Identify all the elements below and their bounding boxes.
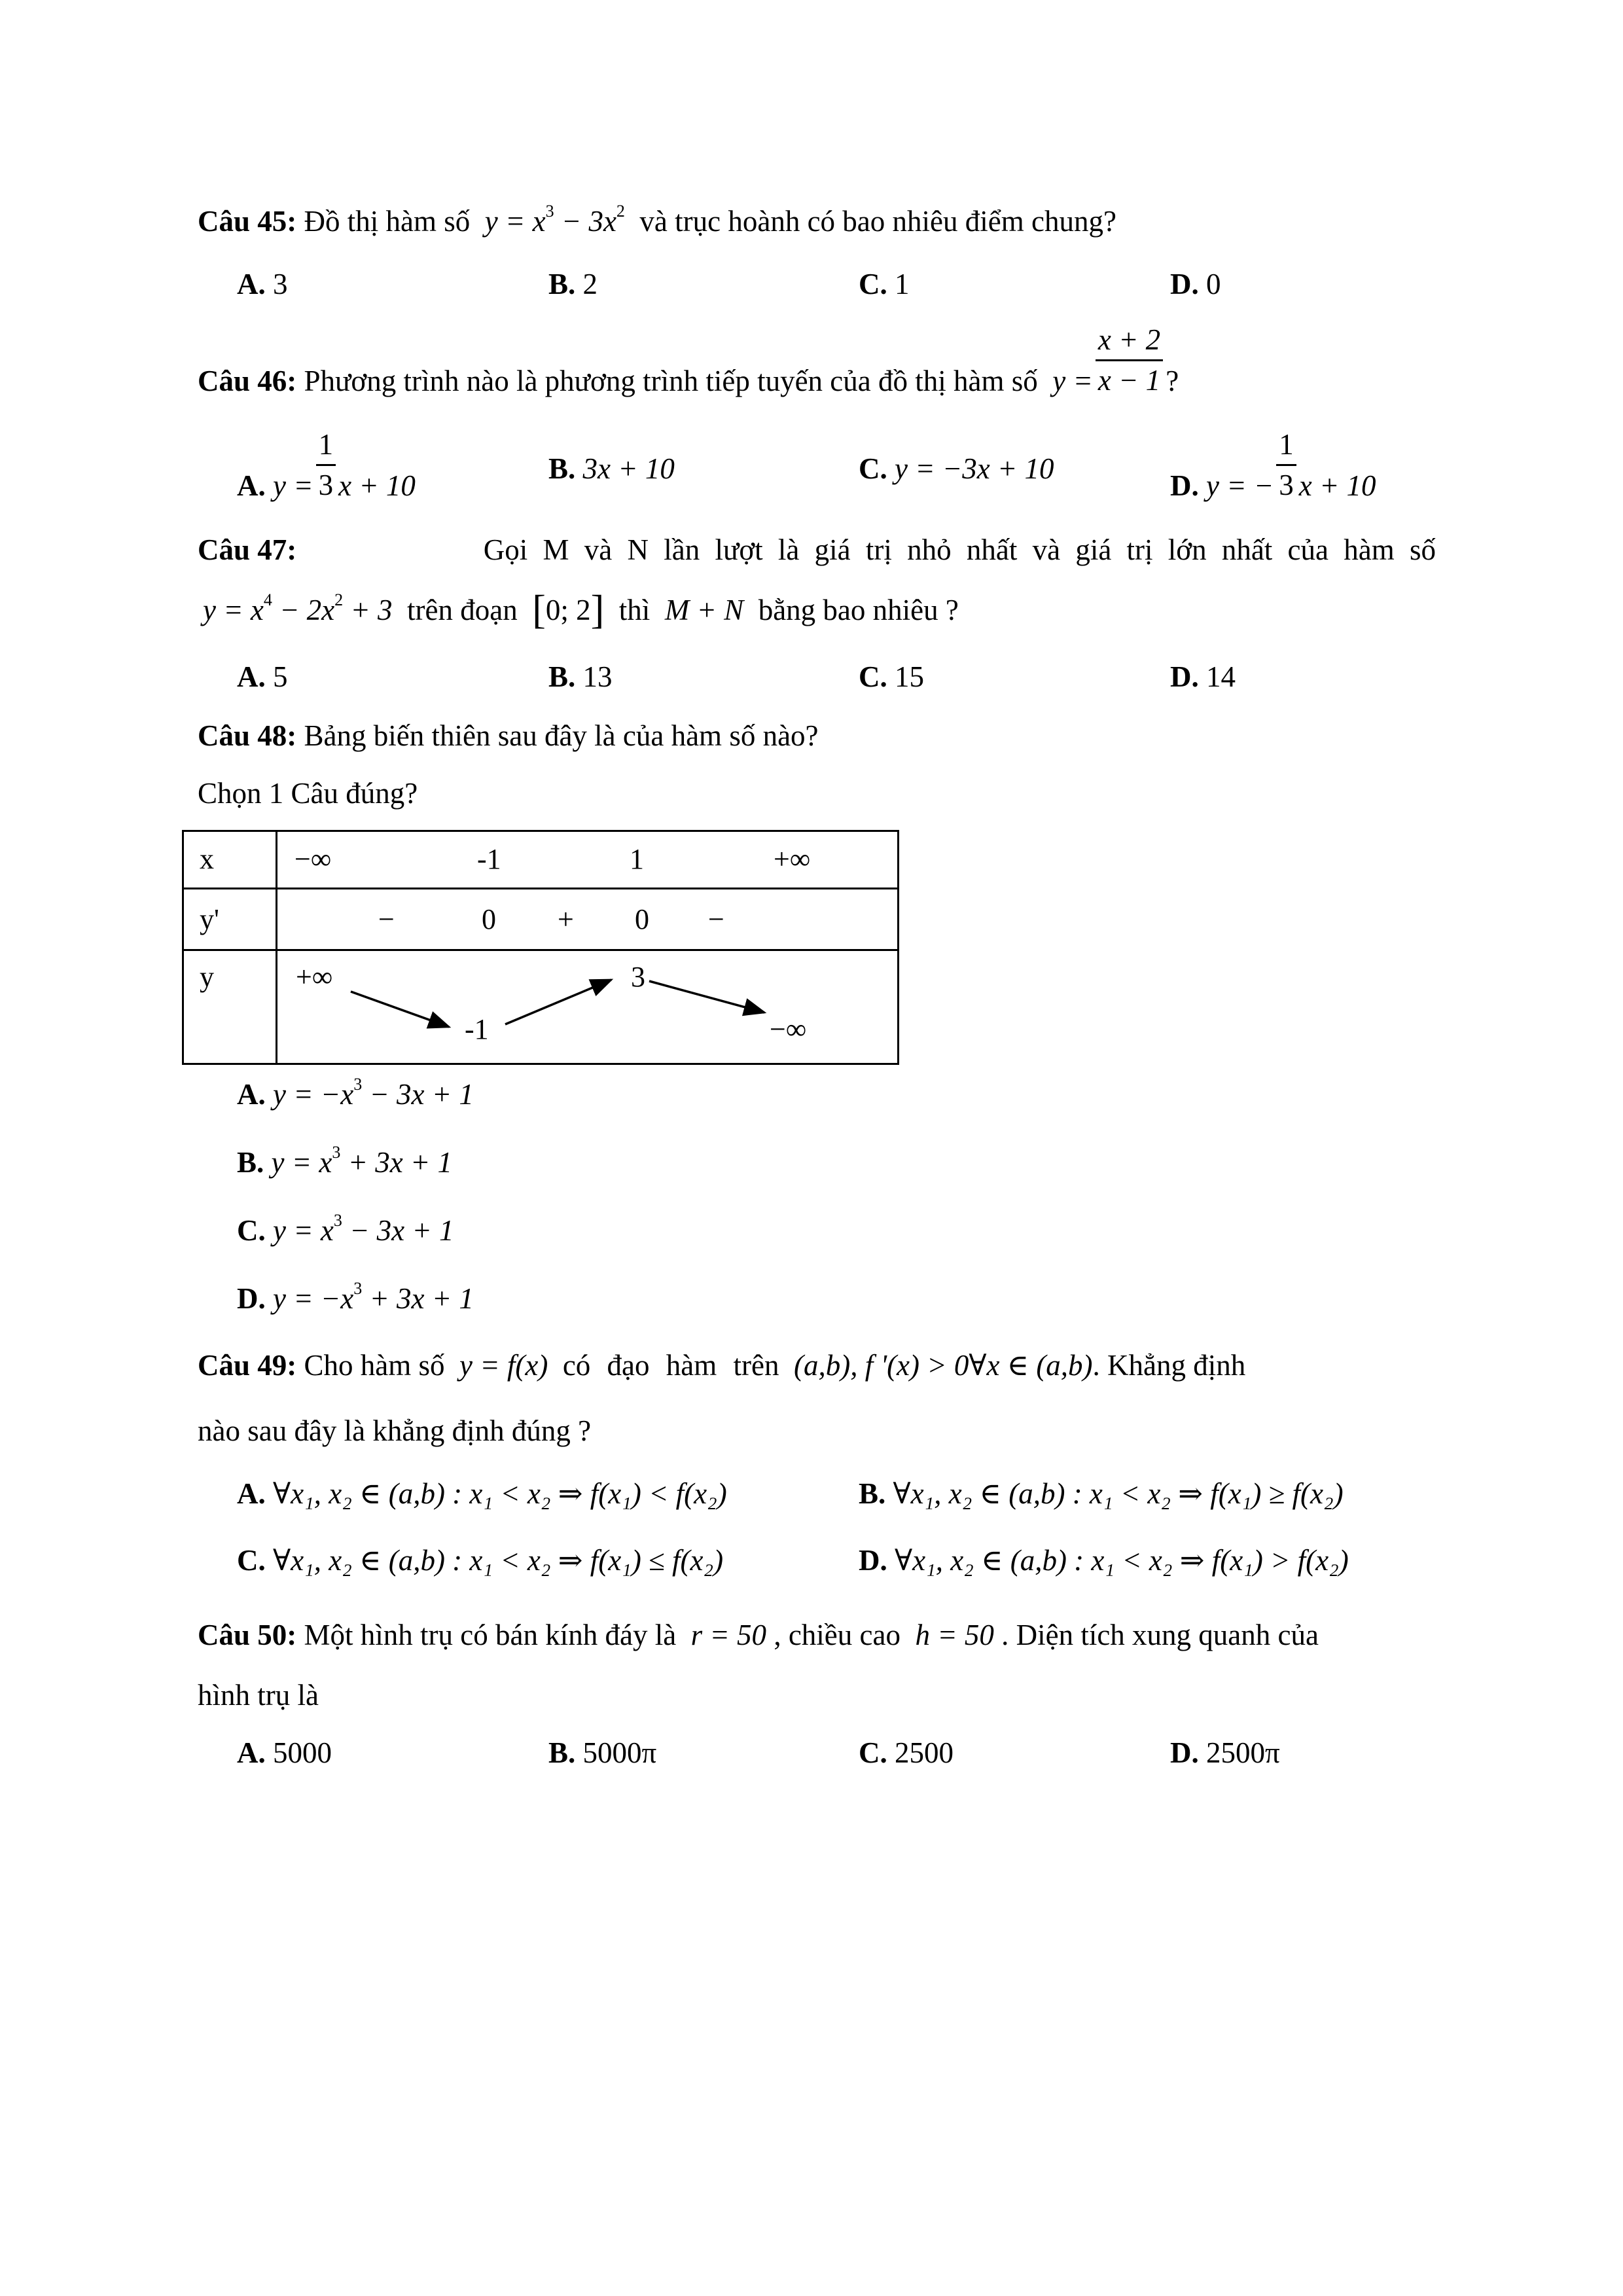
- q49-cond: (a,b), f '(x) > 0∀x ∈ (a,b): [793, 1349, 1093, 1382]
- q48-prompt: Chọn 1 Câu đúng?: [198, 777, 418, 810]
- vt-y-3: −∞: [770, 1013, 807, 1045]
- option-value: 5: [273, 660, 288, 693]
- option-letter: D.: [1170, 1736, 1199, 1769]
- option-letter: D.: [859, 1544, 887, 1577]
- option-letter: C.: [859, 660, 887, 693]
- q46-option-a[interactable]: [237, 429, 416, 501]
- option-value: ∀x₁, x₂ ∈ (a,b) : x₁ < x₂ ⇒ f(x₁) > f(x₂): [895, 1544, 1349, 1577]
- option-letter: D.: [1170, 268, 1199, 300]
- option-value: 13: [582, 660, 613, 693]
- q50-option-b[interactable]: [548, 1738, 656, 1768]
- q47-stem-line2: [203, 588, 959, 632]
- option-letter: C.: [237, 1544, 266, 1577]
- vt-arrows: [277, 951, 906, 1065]
- option-prefix: y = −: [1206, 469, 1274, 503]
- q46-option-b[interactable]: [548, 454, 675, 484]
- q47-option-c[interactable]: [859, 662, 924, 692]
- q47-eq-a: y = x: [203, 594, 264, 626]
- q48-option-d[interactable]: [237, 1279, 474, 1315]
- vt-y-1: -1: [465, 1013, 489, 1045]
- option-value: 5000: [273, 1736, 332, 1769]
- option-fraction: [316, 429, 336, 501]
- q49-option-b[interactable]: [859, 1479, 1344, 1509]
- vt-x-1: -1: [477, 843, 501, 875]
- vt-row-y-label: y: [183, 950, 277, 1064]
- vt-arrow-down-1: [351, 992, 449, 1027]
- option-letter: B.: [548, 660, 576, 693]
- option-letter: B.: [859, 1477, 886, 1510]
- q49-t3: . Khẳng định: [1092, 1349, 1246, 1382]
- option-letter: A.: [237, 1477, 266, 1510]
- vt-dy-2: +: [558, 903, 574, 935]
- q46-stem: [198, 325, 1179, 397]
- q49-option-d[interactable]: [859, 1546, 1349, 1575]
- vt-dy-4: −: [708, 903, 724, 935]
- q47-exp4: 4: [263, 590, 272, 609]
- option-value: ∀x₁, x₂ ∈ (a,b) : x₁ < x₂ ⇒ f(x₁) < f(x₂): [273, 1477, 727, 1510]
- q46-frac-den: x − 1: [1097, 364, 1161, 397]
- q49-option-c[interactable]: [237, 1546, 723, 1575]
- option-value: y = −3x + 10: [895, 452, 1054, 485]
- q46-label: Câu 46:: [198, 365, 297, 398]
- vt-row-y-values: [277, 950, 899, 1064]
- q47-text-end: bằng bao nhiêu ?: [758, 594, 959, 626]
- q50-r: r = 50: [690, 1619, 767, 1651]
- q47-text-then: thì: [618, 594, 651, 626]
- q45-eq-y: y = x: [484, 205, 546, 238]
- option-post: − 3x + 1: [342, 1214, 454, 1247]
- option-letter: B.: [237, 1146, 264, 1179]
- vt-row-x-values: [277, 831, 899, 889]
- option-value: 3: [273, 268, 288, 300]
- option-pre: y = −x: [273, 1282, 354, 1315]
- option-letter: D.: [1170, 660, 1199, 693]
- option-letter: C.: [859, 452, 887, 485]
- q50-stem-line2: hình trụ là: [198, 1679, 319, 1712]
- q46-fraction: [1096, 325, 1163, 397]
- q50-option-d[interactable]: [1170, 1738, 1280, 1768]
- vt-arrow-up: [505, 980, 611, 1024]
- option-prefix: y =: [273, 469, 313, 503]
- option-pre: y = x: [273, 1214, 334, 1247]
- option-letter: A.: [237, 268, 266, 300]
- option-value: 2500π: [1206, 1736, 1280, 1769]
- vt-x-3: +∞: [774, 843, 811, 875]
- option-frac-den: 3: [1279, 469, 1294, 502]
- q45-option-b[interactable]: [548, 270, 597, 299]
- option-value: 14: [1206, 660, 1236, 693]
- q49-stem-line1: [198, 1351, 1245, 1380]
- vt-dy-0: −: [378, 903, 395, 935]
- option-letter: D.: [1170, 469, 1199, 503]
- q45-eq-mid: − 3x: [554, 205, 616, 238]
- option-suffix: x + 10: [338, 469, 416, 503]
- q45-option-d[interactable]: [1170, 270, 1221, 299]
- option-letter: C.: [237, 1214, 266, 1247]
- q46-option-d[interactable]: [1170, 429, 1376, 501]
- vt-row-dy-label: y': [183, 889, 277, 950]
- option-letter: B.: [548, 1736, 576, 1769]
- q50-stem-line1: [198, 1621, 1319, 1650]
- option-value: 0: [1206, 268, 1221, 300]
- q49-fx: y = f(x): [459, 1349, 548, 1382]
- option-pre: y = x: [271, 1146, 332, 1179]
- q47-option-d[interactable]: [1170, 662, 1236, 692]
- q47-option-b[interactable]: [548, 662, 613, 692]
- q50-t3: . Diện tích xung quanh của: [1001, 1619, 1319, 1651]
- q50-label: Câu 50:: [198, 1619, 297, 1651]
- option-value: 15: [895, 660, 924, 693]
- q46-text-end: ?: [1166, 365, 1179, 398]
- option-post: − 3x + 1: [362, 1078, 474, 1111]
- vt-arrow-down-2: [649, 981, 764, 1013]
- vt-x-2: 1: [630, 843, 644, 875]
- q48-option-a[interactable]: [237, 1075, 474, 1111]
- option-value: 5000π: [582, 1736, 657, 1769]
- vt-row-dy-values: [277, 889, 899, 950]
- q49-stem-line2: nào sau đây là khẳng định đúng ?: [198, 1414, 592, 1447]
- option-value: 1: [895, 268, 910, 300]
- option-letter: B.: [548, 268, 576, 300]
- option-letter: A.: [237, 1736, 266, 1769]
- q45-label: Câu 45:: [198, 205, 297, 238]
- q45-text-post: và trục hoành có bao nhiêu điểm chung?: [639, 205, 1116, 238]
- q50-option-c[interactable]: [859, 1738, 954, 1768]
- option-letter: C.: [859, 1736, 887, 1769]
- q47-text-on: trên đoạn: [407, 594, 518, 626]
- vt-x-0: −∞: [294, 843, 332, 875]
- option-frac-den: 3: [318, 469, 334, 502]
- option-fraction: [1276, 429, 1296, 501]
- q49-t2: có đạo hàm trên: [562, 1349, 779, 1382]
- option-value: ∀x₁, x₂ ∈ (a,b) : x₁ < x₂ ⇒ f(x₁) ≥ f(x₂): [893, 1477, 1344, 1510]
- q45-eq-exp1: 3: [545, 202, 554, 221]
- q46-option-c[interactable]: [859, 454, 1054, 484]
- q47-interval: 0; 2: [545, 594, 591, 626]
- option-value: 2500: [895, 1736, 954, 1769]
- q47-option-a[interactable]: [237, 662, 288, 692]
- q50-option-a[interactable]: [237, 1738, 332, 1768]
- option-post: + 3x + 1: [362, 1282, 474, 1315]
- option-exp: 3: [333, 1211, 342, 1230]
- vt-dy-1: 0: [482, 903, 496, 935]
- option-value: 3x + 10: [582, 452, 675, 485]
- q50-t1: Một hình trụ có bán kính đáy là: [304, 1619, 677, 1651]
- q49-label: Câu 49:: [198, 1349, 297, 1382]
- option-exp: 3: [332, 1143, 341, 1162]
- option-suffix: x + 10: [1298, 469, 1376, 503]
- option-exp: 3: [353, 1279, 363, 1298]
- option-exp: 3: [353, 1075, 363, 1094]
- q48-stem: [198, 721, 819, 751]
- vt-y-0: +∞: [296, 961, 333, 993]
- q47-label: Câu 47:: [198, 533, 297, 566]
- option-post: + 3x + 1: [340, 1146, 453, 1179]
- q49-t1: Cho hàm số: [304, 1349, 445, 1382]
- q45-stem: [198, 202, 1116, 238]
- option-letter: A.: [237, 469, 266, 503]
- option-letter: A.: [237, 1078, 266, 1111]
- vt-y-2: 3: [631, 961, 645, 993]
- variation-table: [182, 830, 899, 1065]
- q47-stem-line1: [198, 535, 1436, 565]
- option-letter: A.: [237, 660, 266, 693]
- q48-text: Bảng biến thiên sau đây là của hàm số nào?: [304, 719, 819, 752]
- q49-option-a[interactable]: [237, 1479, 727, 1509]
- q50-t2: , chiều cao: [774, 1619, 901, 1651]
- option-frac-num: 1: [1276, 429, 1296, 466]
- vt-dy-3: 0: [635, 903, 649, 935]
- q47-eq-c: + 3: [343, 594, 393, 626]
- q47-mn: M + N: [664, 594, 744, 626]
- q48-option-c[interactable]: [237, 1211, 454, 1247]
- q47-eq-b: − 2x: [272, 594, 335, 626]
- q46-eq-prefix: y =: [1052, 365, 1093, 398]
- q45-option-a[interactable]: [237, 270, 288, 299]
- q46-frac-num: x + 2: [1096, 325, 1163, 361]
- option-letter: D.: [237, 1282, 266, 1315]
- q45-eq-exp2: 2: [616, 202, 625, 221]
- q45-text-pre: Đồ thị hàm số: [304, 205, 471, 238]
- q48-label: Câu 48:: [198, 719, 297, 752]
- q45-option-c[interactable]: [859, 270, 910, 299]
- option-value: ∀x₁, x₂ ∈ (a,b) : x₁ < x₂ ⇒ f(x₁) ≤ f(x₂): [273, 1544, 724, 1577]
- q50-h: h = 50: [915, 1619, 994, 1651]
- q47-line1: Gọi M và N lần lượt là giá trị nhỏ nhất và giá trị lớn nhất của hàm số: [483, 533, 1436, 566]
- q47-bracket-left: [: [532, 588, 546, 632]
- option-frac-num: 1: [316, 429, 336, 466]
- q47-exp2: 2: [334, 590, 344, 609]
- option-value: 2: [582, 268, 598, 300]
- q46-text: Phương trình nào là phương trình tiếp tuyến của đồ thị hàm số: [304, 365, 1038, 398]
- option-letter: B.: [548, 452, 576, 485]
- vt-row-x-label: x: [183, 831, 277, 889]
- option-letter: C.: [859, 268, 887, 300]
- option-pre: y = −x: [273, 1078, 354, 1111]
- q47-bracket-right: ]: [590, 588, 605, 632]
- q48-option-b[interactable]: [237, 1143, 453, 1179]
